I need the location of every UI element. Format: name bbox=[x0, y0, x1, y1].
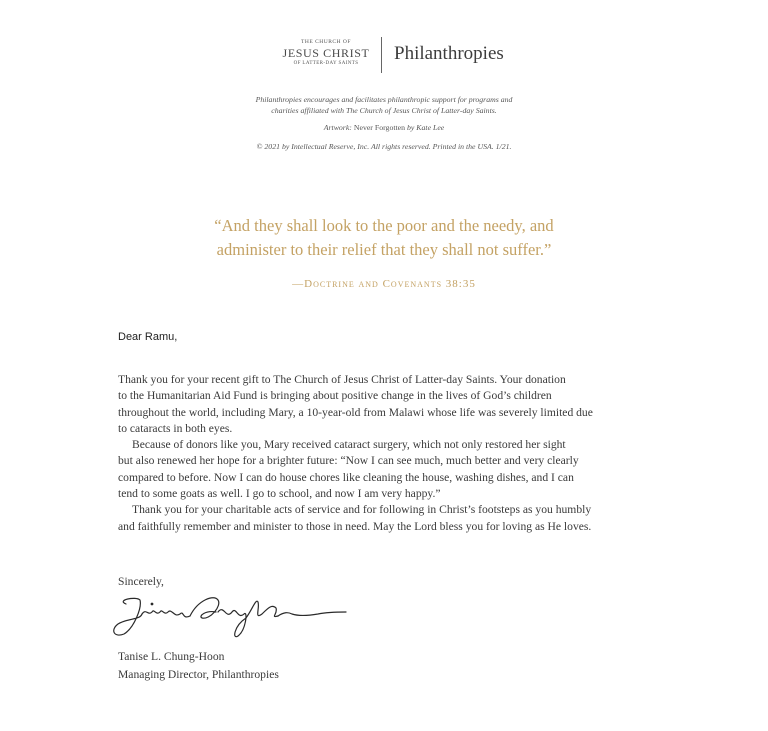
text-line: Thank you for your recent gift to The Church of Jesus Christ of Latter-day Saints. Your donation bbox=[118, 373, 566, 386]
quote-line1: “And they shall look to the poor and the needy, and bbox=[214, 216, 554, 235]
paragraph-2 bbox=[118, 437, 698, 502]
text-line: Because of donors like you, Mary received cataract surgery, which not only restored her sight bbox=[132, 438, 566, 452]
text-line: tend to some goats as well. I go to school, and now I am very happy.” bbox=[118, 487, 441, 501]
artwork-label: Artwork: bbox=[323, 123, 352, 132]
church-logo-line2: JESUS CHRIST bbox=[282, 46, 370, 60]
logo-divider bbox=[381, 37, 382, 73]
text-line: to the Humanitarian Aid Fund is bringing about positive change in the lives of God’s children bbox=[118, 389, 552, 403]
artwork-credit bbox=[0, 122, 768, 133]
paragraph-3 bbox=[118, 502, 698, 535]
text-line: but also renewed her hope for a brighter future: “Now I can see much, much better and very clearly bbox=[118, 454, 579, 468]
artwork-by: by Kate Lee bbox=[407, 123, 445, 132]
document-meta bbox=[0, 94, 768, 152]
brand-name: Philanthropies bbox=[394, 43, 504, 64]
scripture-quote bbox=[0, 214, 768, 262]
description-line2: charities affiliated with The Church of Jesus Christ of Latter-day Saints. bbox=[271, 106, 497, 115]
header-logo bbox=[0, 37, 768, 77]
church-logo-line3: OF LATTER-DAY SAINTS bbox=[293, 61, 359, 66]
description-line1: Philanthropies encourages and facilitates philanthropic support for programs and bbox=[255, 95, 513, 104]
quote-citation: —Doctrine and Covenants 38:35 bbox=[292, 278, 476, 290]
text-line: compared to before. Now I can do house chores like cleaning the house, washing dishes, and I can bbox=[118, 470, 574, 484]
text-line: and faithfully remember and minister to those in need. May the Lord bless you for loving as He loves. bbox=[118, 519, 592, 533]
text-line: throughout the world, including Mary, a 10-year-old from Malawi whose life was severely limited due bbox=[118, 405, 593, 419]
church-logo-line1: THE CHURCH OF bbox=[301, 39, 351, 45]
text-line: to cataracts in both eyes. bbox=[118, 421, 233, 435]
quote-line2: administer to their relief that they shall not suffer.” bbox=[216, 240, 552, 259]
signer-title: Managing Director, Philanthropies bbox=[118, 668, 279, 681]
copyright: © 2021 by Intellectual Reserve, Inc. All rights reserved. Printed in the USA. 1/21. bbox=[256, 142, 512, 151]
text-line: Thank you for your charitable acts of service and for following in Christ’s footsteps as you humbly bbox=[132, 503, 592, 517]
signer-name: Tanise L. Chung-Hoon bbox=[118, 650, 225, 663]
salutation: Dear Ramu, bbox=[118, 331, 178, 343]
closing: Sincerely, bbox=[118, 575, 164, 588]
signature-image bbox=[106, 590, 351, 642]
paragraph-1 bbox=[118, 372, 698, 437]
letter-body bbox=[118, 372, 698, 535]
church-logo bbox=[278, 39, 374, 67]
artwork-title: Never Forgotten bbox=[353, 123, 406, 132]
